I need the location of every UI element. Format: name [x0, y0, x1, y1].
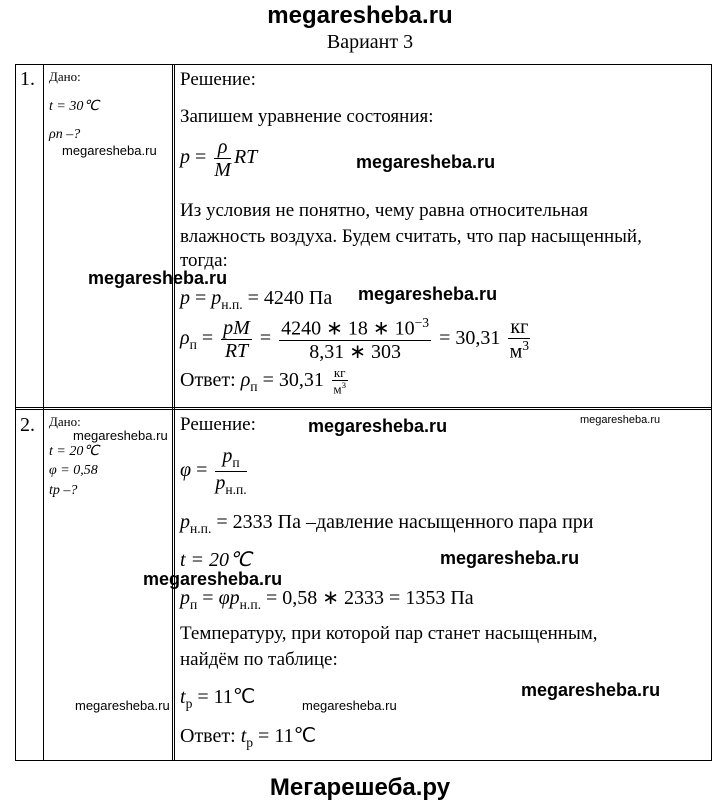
problem-number: 2. — [20, 414, 35, 436]
saturated-pressure: $p = p_{н.п.} = 4240$ Па — [180, 287, 333, 312]
given-unknown: tр –? — [49, 483, 78, 498]
watermark: megaresheba.ru — [356, 152, 496, 172]
table-note-line: Температуру, при которой пар станет насыщенным, — [180, 623, 598, 644]
answer-2: Ответ: $t_р$ = 11℃ — [180, 725, 317, 750]
variant-title: Вариант 3 — [326, 31, 414, 53]
table-divider — [16, 407, 711, 410]
saturated-pressure-line: $p_{н.п.} = 2333$ Па –давление насыщенного пара при — [180, 511, 594, 536]
given-humidity: φ = 0,58 — [49, 463, 98, 478]
humidity-formula: φ = $\frac{p_п}{p_{н.п.}}$ — [180, 445, 247, 497]
problem-number: 1. — [20, 68, 35, 90]
answer-1: Ответ: $\rho_п = 30,31$ $\frac{кг}{м^3}$ — [180, 365, 347, 397]
watermark: megaresheba.ru — [88, 268, 228, 288]
watermark: megaresheba.ru — [73, 428, 168, 443]
watermark: megaresheba.ru — [358, 284, 498, 304]
watermark: megaresheba.ru — [308, 416, 448, 436]
solution-label: Решение: — [180, 414, 256, 435]
given-label: Дано: — [49, 414, 81, 429]
temperature-line: t = 20℃ — [180, 549, 252, 571]
assumption-line: влажность воздуха. Будем считать, что пар насыщенный, — [180, 226, 642, 247]
watermark: megaresheba.ru — [521, 680, 661, 700]
given-label: Дано: — [49, 69, 81, 84]
given-temperature: t = 20℃ — [49, 444, 100, 459]
site-title: megaresheba.ru — [267, 2, 453, 29]
assumption-line: тогда: — [180, 250, 228, 271]
density-calculation: $\rho_п$ = $\frac{pM}{RT}$ = $\frac{4240 ∗ 18 ∗ 10^{-3}}{8,31 ∗ 303}$ = 30,31 $\frac{кг}{м^3}$ — [180, 315, 530, 363]
table-divider — [172, 65, 175, 760]
given-unknown: ρп –? — [49, 127, 81, 142]
state-equation-intro: Запишем уравнение состояния: — [180, 106, 434, 127]
table-divider — [43, 65, 44, 760]
solution-label: Решение: — [180, 69, 256, 90]
footer-brand: Мегарешеба.ру — [269, 774, 451, 801]
watermark: megaresheba.ru — [62, 143, 157, 158]
watermark: megaresheba.ru — [143, 569, 283, 589]
watermark: megaresheba.ru — [440, 548, 580, 568]
watermark: megaresheba.ru — [580, 414, 661, 426]
given-temperature: t = 30℃ — [49, 99, 100, 114]
state-equation: p = $\frac{\rho}{M}$ RT — [180, 136, 258, 181]
dew-point-value: $t_р$ = 11℃ — [180, 686, 256, 711]
watermark: megaresheba.ru — [302, 698, 397, 713]
watermark: megaresheba.ru — [75, 698, 170, 713]
partial-pressure-calc: $p_п = \varphi p_{н.п.} = 0,58$ ∗ 2333 = 1353 Па — [180, 587, 474, 612]
table-note-line: найдём по таблице: — [180, 649, 338, 670]
assumption-line: Из условия не понятно, чему равна относительная — [180, 200, 588, 221]
